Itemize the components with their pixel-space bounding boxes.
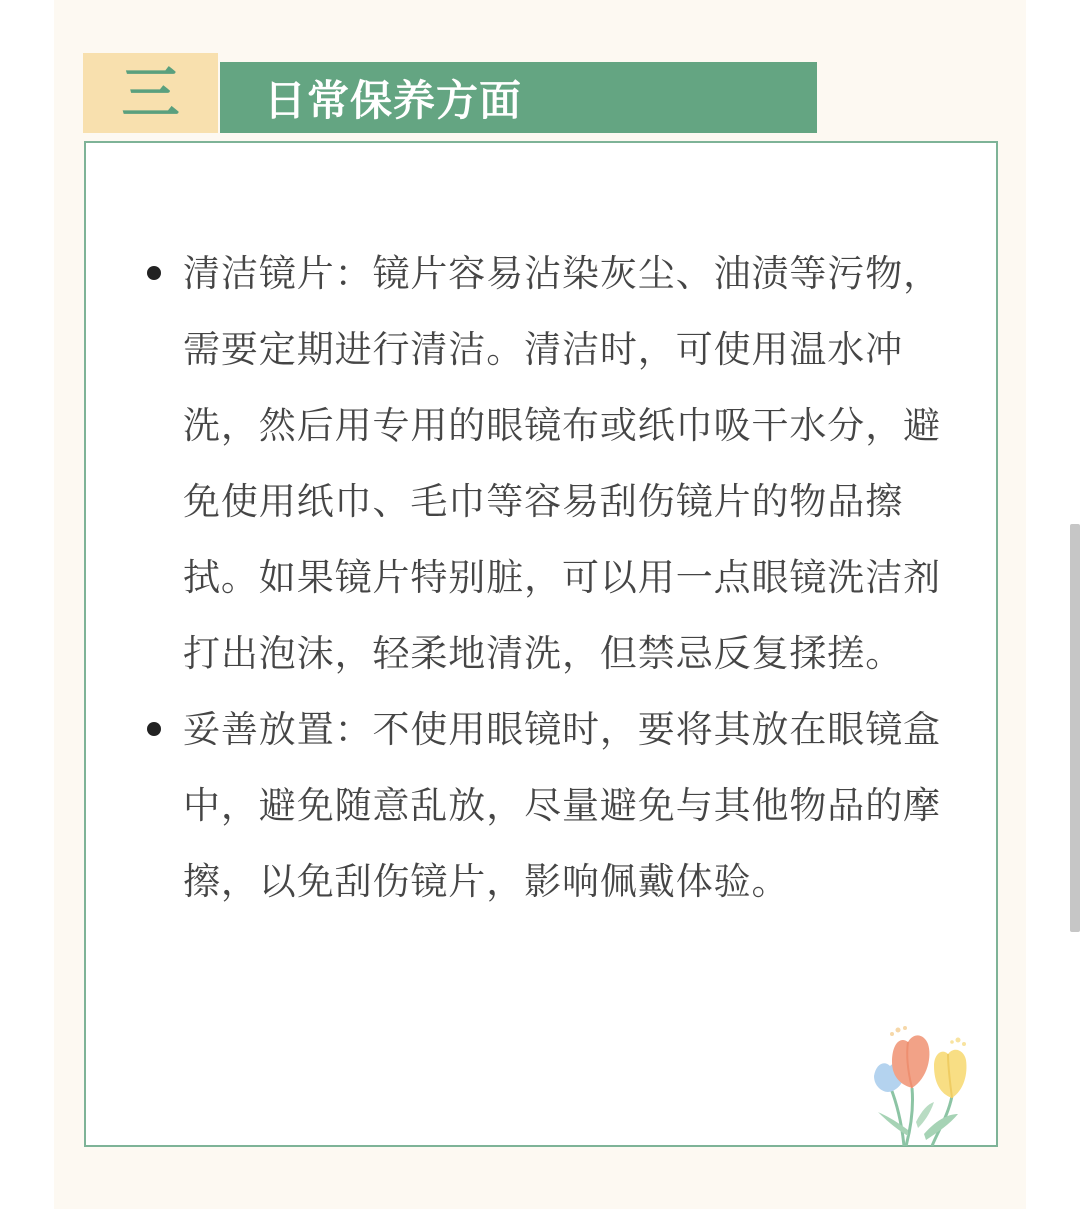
bullet-icon [147, 722, 161, 736]
list-item-text: 清洁镜片：镜片容易沾染灰尘、油渍等污物，需要定期进行清洁。清洁时，可使用温水冲洗，然后用专用的眼镜布或纸巾吸干水分，避免使用纸巾、毛巾等容易刮伤镜片的物品擦拭。如果镜片特别脏，可以用一点眼镜洗洁剂打出泡沫，轻柔地清洗，但禁忌反复揉搓。 [183, 252, 941, 675]
list-item [183, 692, 943, 920]
list-item [183, 236, 943, 692]
tulip-flowers-icon [872, 1026, 976, 1146]
section-title-bar [220, 62, 817, 133]
content-card [84, 141, 998, 1147]
tips-list [183, 236, 943, 920]
section-number: 三 [121, 59, 180, 127]
section-header [83, 53, 817, 133]
section-title: 日常保养方面 [264, 75, 523, 125]
scrollbar[interactable] [1070, 524, 1080, 932]
list-item-text: 妥善放置：不使用眼镜时，要将其放在眼镜盒中，避免随意乱放，尽量避免与其他物品的摩擦，以免刮伤镜片，影响佩戴体验。 [183, 708, 941, 903]
bullet-icon [147, 266, 161, 280]
section-number-badge [83, 53, 218, 133]
